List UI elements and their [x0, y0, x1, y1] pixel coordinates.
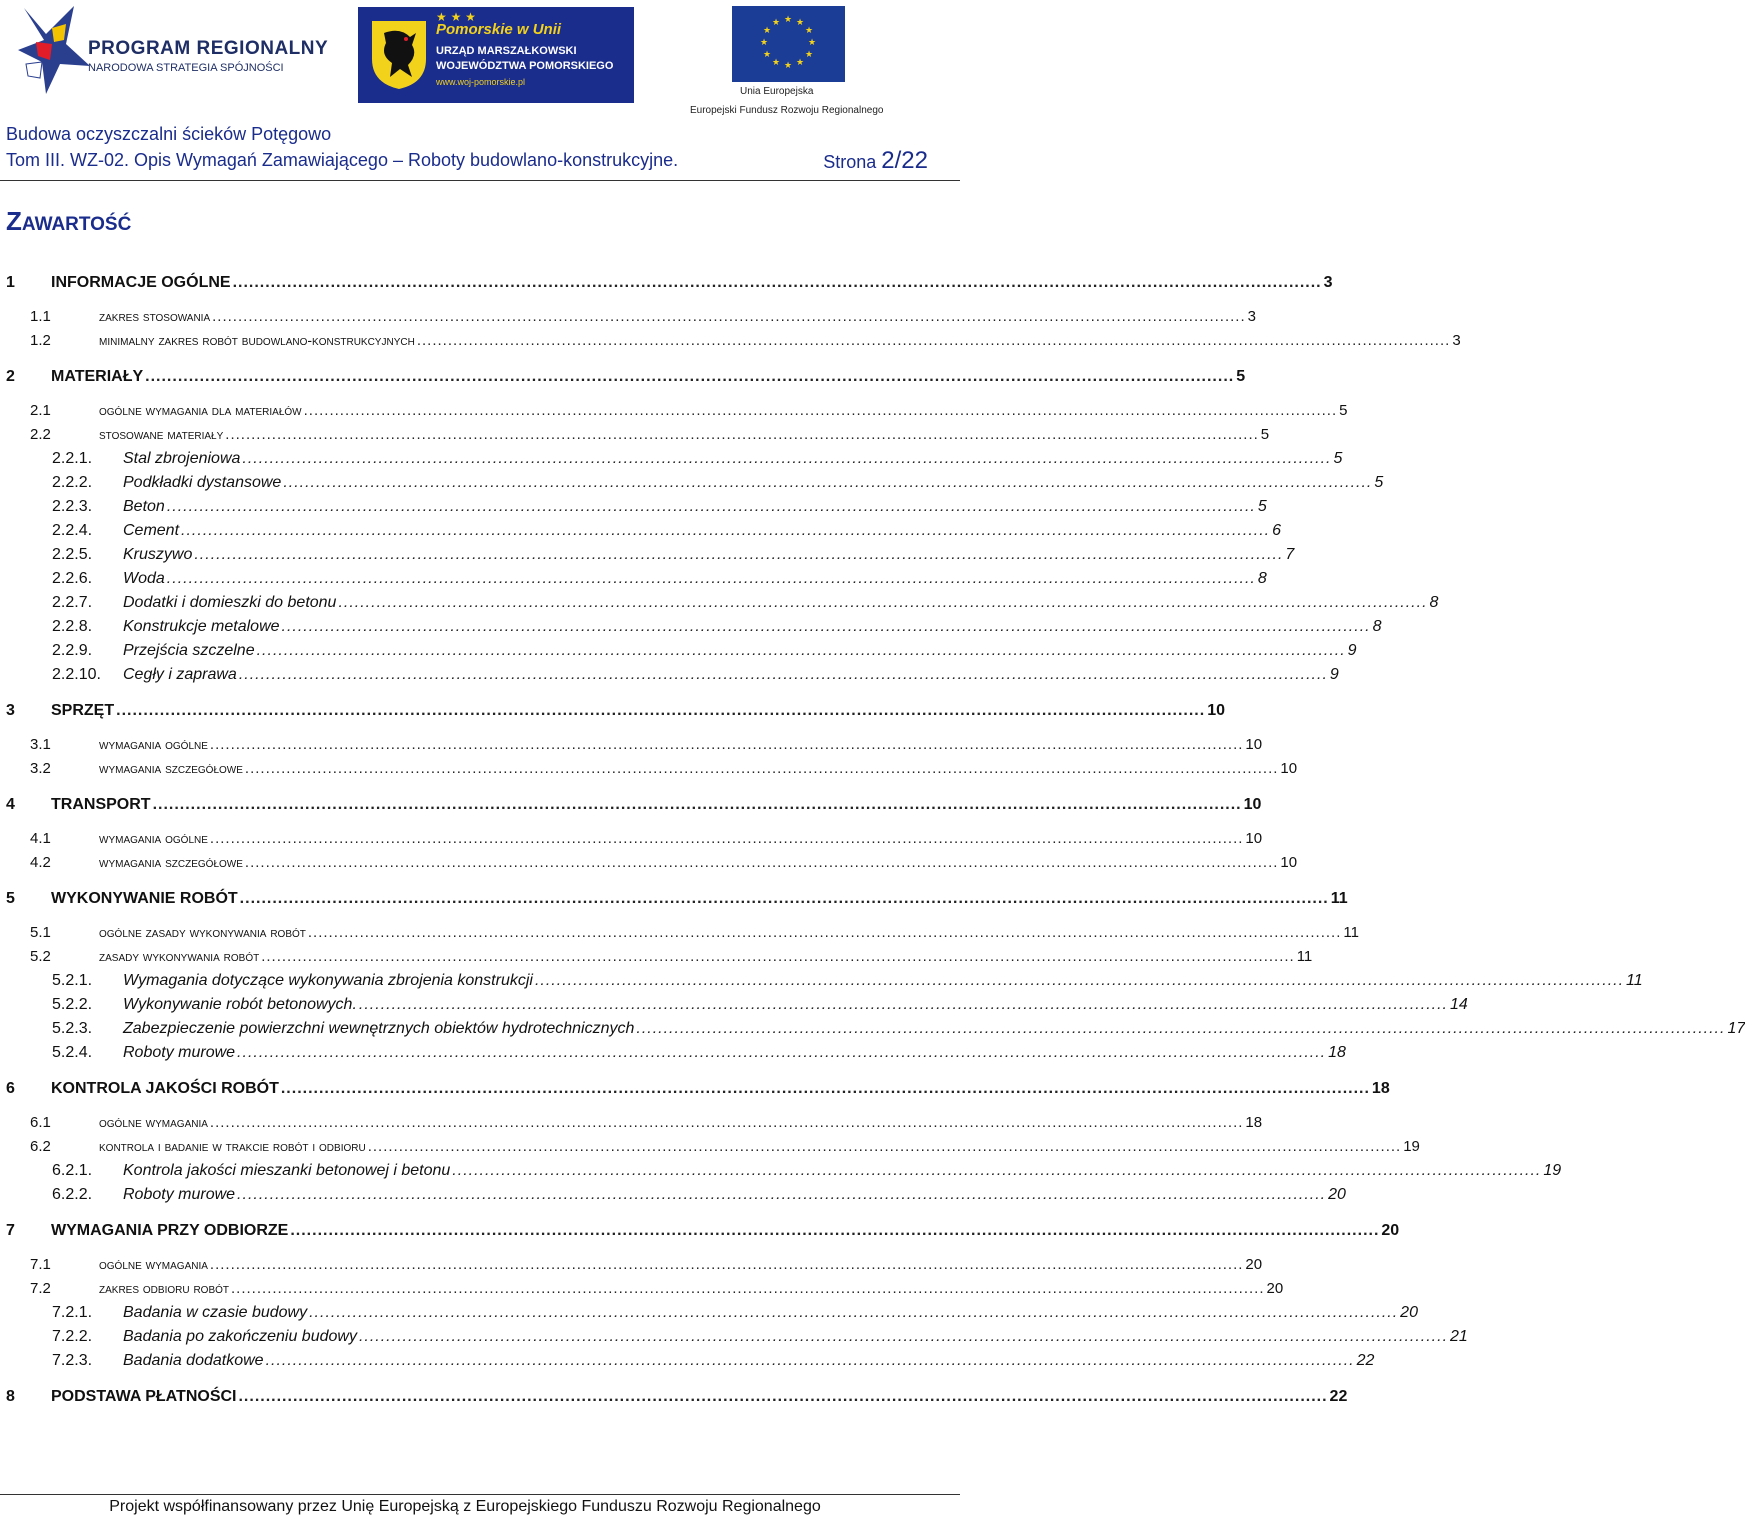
- toc-entry-title: zakres stosowania: [99, 308, 211, 324]
- toc-entry-page: 18: [1245, 1114, 1263, 1131]
- toc-dot-leader: ........................................................................................................................................................................................................: [290, 1222, 1380, 1239]
- toc-entry-page: 11: [1626, 972, 1643, 989]
- toc-entry-page: 8: [1257, 570, 1267, 587]
- svg-text:★: ★: [759, 38, 769, 48]
- toc-dot-leader: ........................................................................................................................................................................................................: [194, 546, 1284, 563]
- toc-entry-title: ogólne wymagania dla materiałów: [99, 402, 302, 418]
- toc-entry-page: 18: [1371, 1080, 1390, 1097]
- toc-entry-title: MATERIAŁY: [51, 368, 144, 385]
- toc-entry[interactable]: [52, 1304, 1418, 1326]
- toc-dot-leader: ........................................................................................................................................................................................................: [152, 796, 1242, 813]
- svg-text:★: ★: [771, 18, 781, 28]
- toc-entry[interactable]: [52, 1352, 1375, 1374]
- toc-dot-leader: ........................................................................................................................................................................................................: [309, 1304, 1399, 1321]
- toc-entry[interactable]: [52, 1186, 1346, 1208]
- toc-entry-number: 6.2.1.: [52, 1162, 93, 1179]
- toc-entry-number: 5.2.1.: [52, 972, 93, 989]
- toc-entry[interactable]: [6, 1388, 1348, 1410]
- toc-dot-leader: ........................................................................................................................................................................................................: [225, 426, 1259, 443]
- toc-dot-leader: ........................................................................................................................................................................................................: [232, 274, 1322, 291]
- toc-entry-title: Zabezpieczenie powierzchni wewnętrznych obiektów hydrotechnicznych: [123, 1020, 635, 1037]
- toc-entry-page: 6: [1272, 522, 1281, 539]
- toc-entry-number: 3.1: [30, 736, 51, 753]
- svg-text:★: ★: [795, 58, 805, 68]
- toc-entry-page: 11: [1296, 948, 1313, 965]
- toc-entry-title: Stal zbrojeniowa: [123, 450, 241, 467]
- toc-entry-title: Kruszywo: [123, 546, 193, 563]
- toc-dot-leader: ........................................................................................................................................................................................................: [116, 702, 1206, 719]
- toc-dot-leader: ........................................................................................................................................................................................................: [281, 618, 1371, 635]
- toc-entry-number: 2.2.8.: [52, 618, 93, 635]
- toc-entry[interactable]: [30, 1280, 1284, 1302]
- toc-entry-page: 22: [1356, 1352, 1375, 1369]
- toc-entry[interactable]: [30, 760, 1298, 782]
- toc-dot-leader: ........................................................................................................................................................................................................: [244, 760, 1279, 777]
- toc-entry-title: Przejścia szczelne: [123, 642, 255, 659]
- toc-entry-number: 4.1: [30, 830, 51, 847]
- toc-entry-page: 10: [1280, 854, 1298, 871]
- toc-dot-leader: ........................................................................................................................................................................................................: [244, 854, 1279, 871]
- svg-text:★: ★: [762, 50, 772, 60]
- toc-entry[interactable]: [6, 890, 1348, 912]
- toc-entry-number: 8: [6, 1388, 15, 1405]
- toc-entry-number: 5.2.4.: [52, 1044, 93, 1061]
- eu-fund-label: Europejski Fundusz Rozwoju Regionalnego: [690, 105, 884, 116]
- toc-entry-title: INFORMACJE OGÓLNE: [51, 274, 231, 291]
- toc-entry[interactable]: [30, 854, 1298, 876]
- svg-text:★ ★ ★: ★ ★ ★: [436, 10, 476, 24]
- toc-dot-leader: ........................................................................................................................................................................................................: [358, 996, 1448, 1013]
- toc-entry-title: wymagania ogólne: [99, 736, 208, 752]
- page-number: 2/22: [881, 147, 928, 174]
- svg-text:★: ★: [783, 61, 793, 71]
- griffin-shield-icon: [370, 19, 428, 91]
- toc-entry-page: 21: [1450, 1328, 1468, 1345]
- toc-entry-page: 5: [1374, 474, 1384, 491]
- toc-entry-page: 11: [1330, 890, 1348, 907]
- toc-dot-leader: ........................................................................................................................................................................................................: [212, 308, 1246, 325]
- toc-entry-number: 5.2.3.: [52, 1020, 93, 1037]
- toc-entry[interactable]: [30, 308, 1256, 330]
- toc-entry-title: minimalny zakres robót budowlano-konstrukcyjnych: [99, 332, 415, 348]
- toc-dot-leader: ........................................................................................................................................................................................................: [209, 830, 1244, 847]
- toc-entry-title: WYKONYWANIE ROBÓT: [51, 890, 238, 907]
- toc-entry[interactable]: [6, 1222, 1400, 1244]
- toc-entry-page: 20: [1245, 1256, 1263, 1273]
- toc-entry[interactable]: [52, 1328, 1468, 1350]
- toc-entry-page: 5: [1339, 402, 1348, 419]
- toc-entry-title: wymagania ogólne: [99, 830, 208, 846]
- toc-dot-leader: ........................................................................................................................................................................................................: [181, 522, 1271, 539]
- toc-entry-title: zasady wykonywania robót: [99, 948, 260, 964]
- toc-entry-number: 6: [6, 1080, 15, 1097]
- toc-entry-number: 3.2: [30, 760, 51, 777]
- toc-entry-page: 22: [1329, 1388, 1348, 1405]
- toc-entry-page: 10: [1245, 830, 1263, 847]
- toc-dot-leader: ........................................................................................................................................................................................................: [265, 1352, 1355, 1369]
- logo-bar: [0, 0, 960, 118]
- toc-dot-leader: ........................................................................................................................................................................................................: [238, 666, 1328, 683]
- toc-entry[interactable]: [6, 274, 1333, 296]
- toc-entry[interactable]: [52, 618, 1382, 640]
- toc-entry[interactable]: [30, 332, 1461, 354]
- svg-text:★: ★: [795, 18, 805, 28]
- program-star-icon: [16, 4, 92, 96]
- toc-entry[interactable]: [52, 474, 1384, 496]
- toc-entry-title: KONTROLA JAKOŚCI ROBÓT: [51, 1080, 279, 1097]
- page-indicator: [823, 147, 928, 175]
- toc-entry-number: 2.2.6.: [52, 570, 93, 587]
- toc-entry-title: Kontrola jakości mieszanki betonowej i betonu: [123, 1162, 451, 1179]
- toc-entry-page: 19: [1543, 1162, 1562, 1179]
- toc-entry-number: 4.2: [30, 854, 51, 871]
- toc-entry-title: Cement: [123, 522, 180, 539]
- svg-text:★: ★: [783, 15, 793, 25]
- header-divider: [0, 180, 960, 181]
- toc-entry-title: Konstrukcje metalowe: [123, 618, 280, 635]
- svg-text:★: ★: [807, 38, 817, 48]
- toc-entry-page: 20: [1381, 1222, 1400, 1239]
- toc-entry[interactable]: [30, 1256, 1263, 1278]
- toc-entry[interactable]: [52, 450, 1343, 472]
- toc-entry-number: 5.1: [30, 924, 51, 941]
- toc-entry-number: 5.2.2.: [52, 996, 93, 1013]
- toc-entry-page: 19: [1403, 1138, 1420, 1155]
- toc-entry-number: 6.1: [30, 1114, 51, 1131]
- toc-entry-title: ogólne wymagania: [99, 1256, 208, 1272]
- toc-entry-title: PODSTAWA PŁATNOŚCI: [51, 1388, 237, 1405]
- toc-entry[interactable]: [52, 996, 1468, 1018]
- toc-entry-page: 9: [1329, 666, 1339, 683]
- toc-dot-leader: ........................................................................................................................................................................................................: [303, 402, 1338, 419]
- toc-entry[interactable]: [6, 368, 1246, 390]
- toc-entry-number: 6.2.2.: [52, 1186, 93, 1203]
- toc-entry-title: kontrola i badanie w trakcie robót i odbioru: [99, 1138, 366, 1154]
- toc-entry[interactable]: [30, 924, 1359, 946]
- pomorskie-title: Pomorskie w Unii: [436, 21, 562, 38]
- toc-entry-page: 17: [1727, 1020, 1745, 1037]
- toc-entry[interactable]: [52, 594, 1439, 616]
- toc-entry[interactable]: [52, 642, 1357, 664]
- toc-entry-title: stosowane materiały: [99, 426, 224, 442]
- toc-entry[interactable]: [6, 796, 1262, 818]
- toc-entry-number: 2.2.5.: [52, 546, 93, 563]
- toc-entry-title: zakres odbioru robót: [99, 1280, 230, 1296]
- toc-dot-leader: ........................................................................................................................................................................................................: [534, 972, 1625, 989]
- toc-entry-title: Roboty murowe: [123, 1044, 236, 1061]
- toc-dot-leader: ........................................................................................................................................................................................................: [209, 1114, 1244, 1131]
- toc-entry-page: 10: [1207, 702, 1225, 719]
- toc-entry-number: 2: [6, 368, 15, 385]
- toc-entry-page: 18: [1328, 1044, 1346, 1061]
- toc-entry-title: Roboty murowe: [123, 1186, 236, 1203]
- toc-dot-leader: ........................................................................................................................................................................................................: [239, 890, 1329, 907]
- toc-entry-number: 3: [6, 702, 15, 719]
- toc-entry-page: 14: [1449, 996, 1468, 1013]
- toc-dot-leader: ........................................................................................................................................................................................................: [283, 474, 1373, 491]
- toc-entry-number: 1: [6, 274, 15, 291]
- svg-text:★: ★: [771, 58, 781, 68]
- toc-entry[interactable]: [52, 546, 1295, 568]
- toc-dot-leader: ........................................................................................................................................................................................................: [256, 642, 1346, 659]
- toc-dot-leader: ........................................................................................................................................................................................................: [209, 736, 1244, 753]
- toc-entry[interactable]: [30, 736, 1263, 758]
- toc-entry-number: 4: [6, 796, 15, 813]
- toc-entry-title: Beton: [123, 498, 165, 515]
- toc-entry-title: Dodatki i domieszki do betonu: [123, 594, 337, 611]
- toc-dot-leader: ........................................................................................................................................................................................................: [338, 594, 1428, 611]
- pomorskie-logo: [358, 7, 634, 103]
- document-volume-title: Tom III. WZ-02. Opis Wymagań Zamawiającego – Roboty budowlano-konstrukcyjne.: [6, 150, 679, 170]
- toc-entry-number: 2.2.2.: [52, 474, 93, 491]
- toc-entry[interactable]: [30, 1114, 1263, 1136]
- toc-entry-title: wymagania szczegółowe: [99, 760, 243, 776]
- toc-dot-leader: ........................................................................................................................................................................................................: [166, 498, 1256, 515]
- toc-dot-leader: ........................................................................................................................................................................................................: [636, 1020, 1726, 1037]
- toc-dot-leader: ........................................................................................................................................................................................................: [261, 948, 1295, 965]
- toc-entry-page: 5: [1236, 368, 1246, 385]
- toc-entry-title: Podkładki dystansowe: [123, 474, 282, 491]
- toc-entry-title: ogólne wymagania: [99, 1114, 208, 1130]
- toc-entry[interactable]: [52, 498, 1267, 520]
- toc-entry[interactable]: [30, 948, 1313, 970]
- eu-stars-icon: [732, 6, 845, 82]
- toc-entry[interactable]: [30, 830, 1263, 852]
- toc-entry[interactable]: [6, 1080, 1390, 1102]
- toc-entry-page: 20: [1400, 1304, 1418, 1321]
- toc-entry-number: 2.2.10.: [52, 666, 101, 683]
- toc-entry-number: 2.2: [30, 426, 51, 443]
- toc-entry-title: Wymagania dotyczące wykonywania zbrojenia konstrukcji: [123, 972, 533, 989]
- toc-dot-leader: ........................................................................................................................................................................................................: [209, 1256, 1244, 1273]
- program-subtitle: NARODOWA STRATEGIA SPÓJNOŚCI: [88, 62, 284, 74]
- pomorskie-url: www.woj-pomorskie.pl: [436, 77, 526, 87]
- eu-label: Unia Europejska: [740, 86, 814, 97]
- toc-entry-title: Wykonywanie robót betonowych.: [123, 996, 357, 1013]
- toc-entry-title: TRANSPORT: [51, 796, 151, 813]
- toc-entry-number: 7.1: [30, 1256, 51, 1273]
- toc-dot-leader: ........................................................................................................................................................................................................: [237, 1186, 1327, 1203]
- toc-dot-leader: ........................................................................................................................................................................................................: [358, 1328, 1449, 1345]
- toc-entry-page: 7: [1285, 546, 1295, 563]
- toc-entry-page: 5: [1333, 450, 1343, 467]
- toc-entry-number: 5: [6, 890, 15, 907]
- toc-entry-title: SPRZĘT: [51, 702, 115, 719]
- toc-entry-page: 3: [1452, 332, 1461, 349]
- footer-cofinancing-note: Projekt współfinansowany przez Unię Europejską z Europejskiego Funduszu Rozwoju Regionalnego: [109, 1498, 821, 1515]
- toc-entry-number: 7: [6, 1222, 15, 1239]
- toc-entry[interactable]: [52, 1044, 1346, 1066]
- toc-entry-page: 5: [1260, 426, 1270, 443]
- toc-entry-title: Badania po zakończeniu budowy: [123, 1328, 357, 1345]
- toc-dot-leader: ........................................................................................................................................................................................................: [280, 1080, 1370, 1097]
- toc-entry-number: 2.2.3.: [52, 498, 93, 515]
- toc-entry-page: 10: [1245, 736, 1263, 753]
- toc-entry-page: 8: [1372, 618, 1382, 635]
- toc-entry[interactable]: [52, 570, 1267, 592]
- program-title: PROGRAM REGIONALNY: [88, 38, 329, 59]
- toc-entry-title: Cegły i zaprawa: [123, 666, 237, 683]
- toc-entry-number: 2.2.4.: [52, 522, 93, 539]
- toc-entry[interactable]: [52, 666, 1339, 688]
- toc-entry-page: 9: [1347, 642, 1357, 659]
- toc-entry-title: wymagania szczegółowe: [99, 854, 243, 870]
- toc-entry-number: 5.2: [30, 948, 51, 965]
- toc-entry-page: 3: [1323, 274, 1333, 291]
- toc-entry-number: 2.2.7.: [52, 594, 93, 611]
- toc-entry[interactable]: [52, 1020, 1745, 1042]
- toc-dot-leader: ........................................................................................................................................................................................................: [231, 1280, 1265, 1297]
- svg-text:★: ★: [804, 26, 814, 36]
- eu-flag-logo: [732, 6, 845, 82]
- toc-entry-number: 7.2.2.: [52, 1328, 93, 1345]
- toc-title: ZAWARTOŚĆ: [6, 206, 132, 236]
- toc-entry-page: 10: [1280, 760, 1298, 777]
- toc-entry-number: 2.1: [30, 402, 51, 419]
- toc-entry-number: 6.2: [30, 1138, 51, 1155]
- toc-dot-leader: ........................................................................................................................................................................................................: [307, 924, 1342, 941]
- program-regionalny-logo: [16, 4, 336, 100]
- toc-entry[interactable]: [6, 702, 1225, 724]
- toc-entry-page: 10: [1243, 796, 1262, 813]
- toc-entry[interactable]: [52, 972, 1643, 994]
- toc-dot-leader: ........................................................................................................................................................................................................: [242, 450, 1332, 467]
- pomorskie-line2: WOJEWÓDZTWA POMORSKIEGO: [436, 60, 614, 72]
- svg-text:★: ★: [804, 50, 814, 60]
- toc-entry-title: WYMAGANIA PRZY ODBIORZE: [51, 1222, 289, 1239]
- footer-divider: [0, 1494, 960, 1495]
- toc-dot-leader: ........................................................................................................................................................................................................: [145, 368, 1235, 385]
- toc-entry-page: 11: [1343, 924, 1359, 941]
- toc-entry-number: 7.2: [30, 1280, 51, 1297]
- pomorskie-line1: URZĄD MARSZAŁKOWSKI: [436, 45, 577, 57]
- toc-entry-page: 20: [1328, 1186, 1346, 1203]
- toc-entry-number: 7.2.3.: [52, 1352, 93, 1369]
- toc-entry-title: Woda: [123, 570, 165, 587]
- toc-entry-page: 5: [1257, 498, 1267, 515]
- toc-entry[interactable]: [52, 1162, 1562, 1184]
- toc-entry-title: Badania dodatkowe: [123, 1352, 264, 1369]
- toc-entry[interactable]: [52, 522, 1281, 544]
- toc-entry-number: 1.1: [30, 308, 51, 325]
- svg-text:★: ★: [762, 26, 772, 36]
- toc-dot-leader: ........................................................................................................................................................................................................: [452, 1162, 1542, 1179]
- toc-dot-leader: ........................................................................................................................................................................................................: [238, 1388, 1328, 1405]
- toc-entry[interactable]: [30, 1138, 1420, 1160]
- toc-entry-title: Badania w czasie budowy: [123, 1304, 308, 1321]
- toc-dot-leader: ........................................................................................................................................................................................................: [416, 332, 1451, 349]
- toc-entry-title: ogólne zasady wykonywania robót: [99, 924, 306, 940]
- toc-entry-number: 1.2: [30, 332, 51, 349]
- toc-dot-leader: ........................................................................................................................................................................................................: [367, 1138, 1402, 1155]
- toc-entry-page: 3: [1247, 308, 1256, 325]
- document-project-title: Budowa oczyszczalni ścieków Potęgowo: [6, 124, 332, 144]
- toc-entry-page: 8: [1429, 594, 1439, 611]
- toc-dot-leader: ........................................................................................................................................................................................................: [166, 570, 1256, 587]
- page-label: Strona: [823, 152, 877, 172]
- toc-entry[interactable]: [30, 402, 1348, 424]
- toc-entry-number: 2.2.9.: [52, 642, 93, 659]
- toc-entry-number: 2.2.1.: [52, 450, 93, 467]
- toc-entry-page: 20: [1266, 1280, 1284, 1297]
- toc-dot-leader: ........................................................................................................................................................................................................: [237, 1044, 1327, 1061]
- toc-entry-number: 7.2.1.: [52, 1304, 93, 1321]
- toc-entry[interactable]: [30, 426, 1270, 448]
